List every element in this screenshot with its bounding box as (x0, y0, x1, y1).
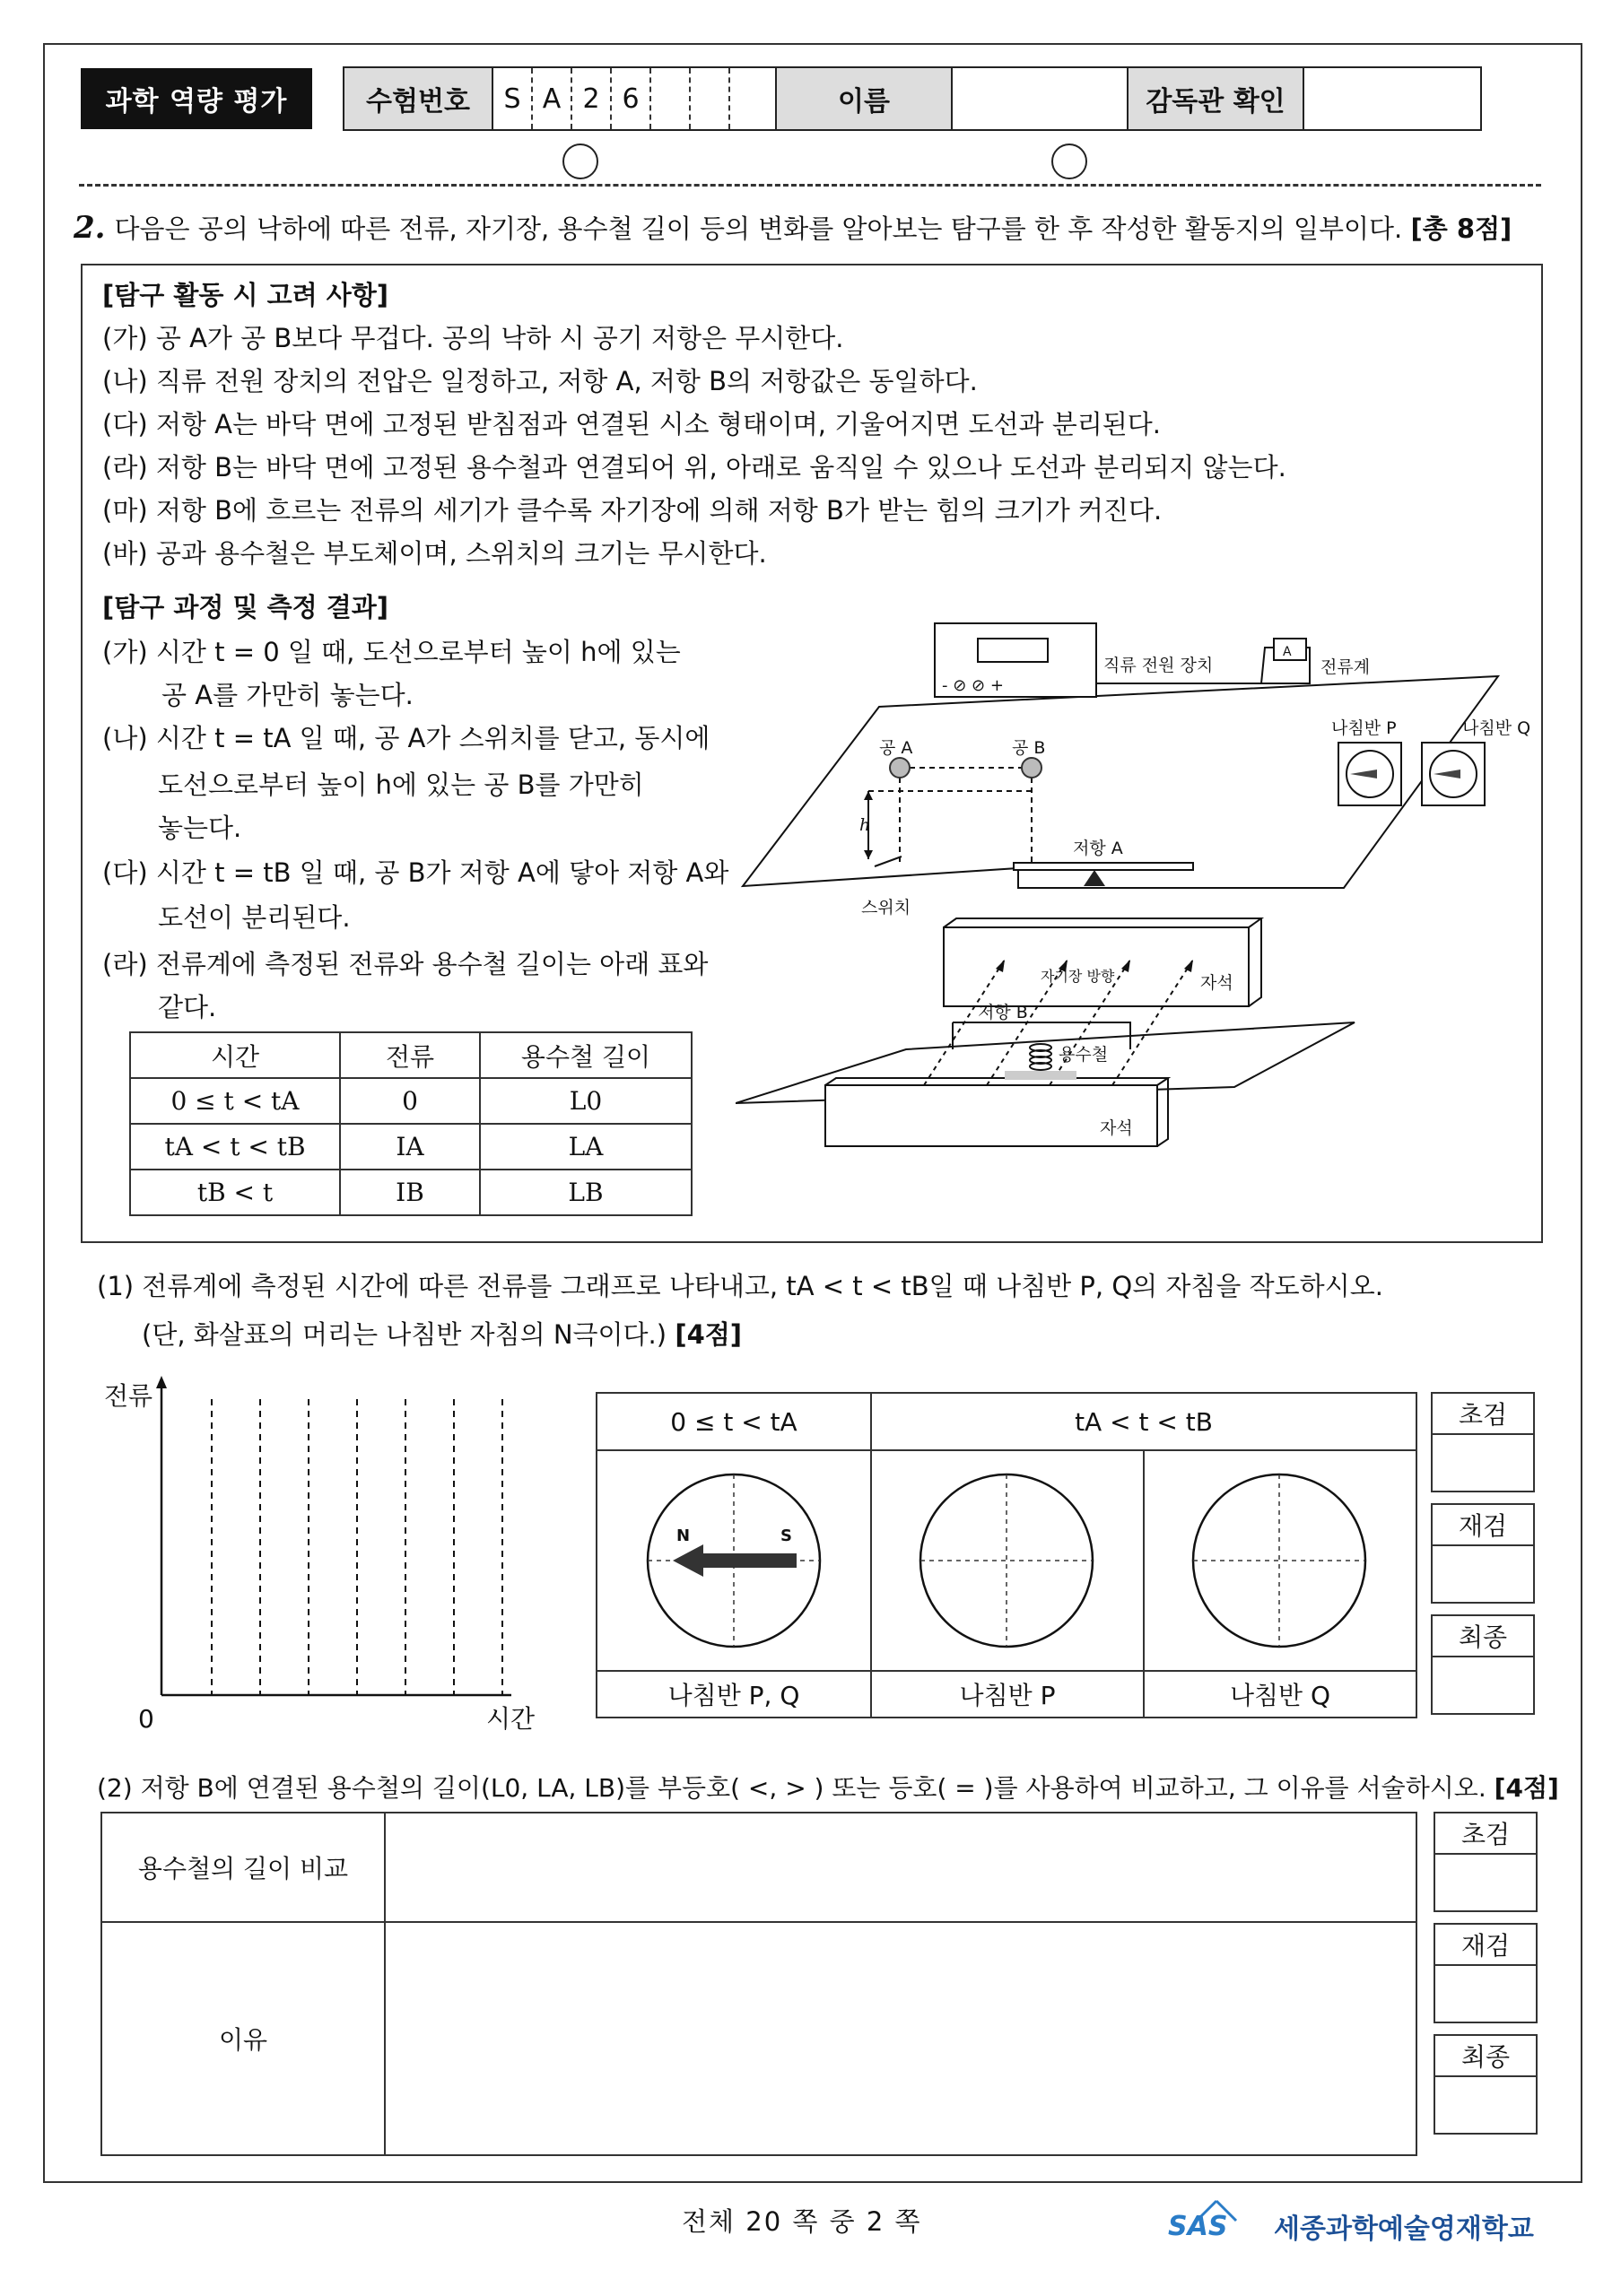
grade-box-3 (1431, 1614, 1535, 1715)
grade-box-2 (1431, 1503, 1535, 1604)
question-text: 다음은 공의 낙하에 따른 전류, 자기장, 용수철 길이 등의 변화를 알아보는 탐구를 한 후 작성한 활동지의 일부이다. (114, 213, 1403, 244)
grade-field[interactable] (1433, 1435, 1533, 1491)
consideration-item: (가) 공 A가 공 B보다 무겁다. 공의 낙하 시 공기 저항은 무시한다. (102, 323, 844, 353)
table-row (130, 1170, 692, 1215)
compass-table (596, 1392, 1417, 1718)
needle-s-label: S (780, 1526, 792, 1545)
procedure-line: 도선이 분리된다. (158, 902, 351, 933)
table-cell: tA < t < tB (130, 1124, 340, 1170)
compass-header-2: tA < t < tB (872, 1394, 1416, 1451)
sub1-line1: (1) 전류계에 측정된 시간에 따른 전류를 그래프로 나타내고, tA < t < tB일 때 나침반 P, Q의 자침을 작도하시오. (97, 1271, 1383, 1301)
magnet-top-label: 자석 (1200, 973, 1233, 993)
grade-field[interactable] (1435, 1855, 1536, 1910)
grade-box-4 (1434, 1812, 1538, 1912)
consideration-item: (바) 공과 용수철은 부도체이며, 스위치의 크기는 무시한다. (102, 538, 767, 569)
exam-title: 과학 역량 평가 (81, 68, 312, 129)
table-row (130, 1124, 692, 1170)
procedure-line: 같다. (158, 992, 217, 1022)
supervisor-field[interactable] (1304, 68, 1480, 129)
grade-label: 재검 (1435, 1925, 1536, 1966)
exam-no-char[interactable] (651, 68, 691, 129)
procedure-heading: [탐구 과정 및 측정 결과] (102, 592, 389, 622)
table-cell: 0 ≤ t < tA (130, 1078, 340, 1124)
result-table (129, 1031, 693, 1216)
procedure-line: (가) 시간 t = 0 일 때, 도선으로부터 높이 h에 있는 (102, 637, 681, 667)
current-graph (99, 1372, 565, 1731)
magnet-bottom-side (1157, 1078, 1168, 1146)
table-header: 시간 (130, 1032, 340, 1078)
procedure-line: 공 A를 가만히 놓는다. (161, 680, 414, 710)
resistor-a (1014, 863, 1193, 870)
exam-no-char[interactable] (691, 68, 730, 129)
answer-compare-field[interactable] (388, 1815, 1412, 1919)
logo-text: SAS (1168, 2211, 1228, 2242)
graph-x-label: 시간 (486, 1704, 536, 1731)
sub1-line2-wrap (142, 1315, 742, 1352)
magnet-top-side (1249, 918, 1261, 1006)
spring-base (1005, 1071, 1076, 1080)
magnet-bottom-label: 자석 (1100, 1118, 1133, 1138)
consideration-item: (다) 저항 A는 바닥 면에 고정된 받침점과 연결된 시소 형태이며, 기울어지면 도선과 분리된다. (102, 409, 1162, 439)
apparatus-diagram (736, 601, 1543, 1157)
grade-label: 최종 (1433, 1616, 1533, 1657)
grade-field[interactable] (1433, 1657, 1533, 1713)
power-supply-label: 직류 전원 장치 (1103, 656, 1214, 675)
table-cell: tB < t (130, 1170, 340, 1215)
spring-label: 용수철 (1059, 1045, 1109, 1065)
magnet-bottom-edge (825, 1078, 1168, 1085)
sub1-line2: (단, 화살표의 머리는 나침반 자침의 N극이다.) (142, 1319, 667, 1350)
page-number: 전체 20 쪽 중 2 쪽 (682, 2206, 922, 2237)
grade-label: 초검 (1435, 1813, 1536, 1855)
answer-table (100, 1812, 1417, 2156)
ball-a-label: 공 A (879, 738, 913, 758)
question-number: 2. (74, 210, 106, 246)
table-header: 전류 (340, 1032, 480, 1078)
consideration-item: (나) 직류 전원 장치의 전압은 일정하고, 저항 A, 저항 B의 저항값은 동일하다. (102, 366, 978, 396)
consideration-item: (마) 저항 B에 흐르는 전류의 세기가 클수록 자기장에 의해 저항 B가 받는 힘의 크기가 커진다. (102, 495, 1163, 526)
table-cell: IA (340, 1124, 480, 1170)
compass-foot-1: 나침반 P, Q (667, 1681, 800, 1710)
magnet-top-edge (944, 918, 1261, 927)
answer-reason-field[interactable] (388, 1925, 1412, 2152)
graph-origin: 0 (138, 1704, 154, 1731)
table-cell: 0 (340, 1078, 480, 1124)
exam-no-char[interactable] (730, 68, 777, 129)
question-title (74, 209, 1512, 246)
switch-blade (875, 857, 902, 866)
magnet-top (944, 927, 1249, 1006)
ball-b (1022, 758, 1041, 778)
compass-foot-divider (597, 1670, 1416, 1672)
power-terminals: - ⊘ ⊘ + (942, 676, 1004, 695)
resistor-a-label: 저항 A (1073, 839, 1123, 858)
exam-no-char: 6 (612, 68, 651, 129)
school-name: 세종과학예술영재학교 (1274, 2213, 1534, 2245)
grade-label: 최종 (1435, 2036, 1536, 2077)
resistor-b-label: 저항 B (978, 1003, 1028, 1022)
arrow-head (864, 850, 873, 859)
compass-foot-2: 나침반 P (959, 1681, 1056, 1710)
graph-y-label: 전류 (104, 1381, 153, 1411)
ammeter-label: 전류계 (1320, 657, 1371, 677)
grade-box-6 (1434, 2034, 1538, 2135)
ammeter-symbol: A (1283, 645, 1292, 659)
sub2-line: (2) 저항 B에 연결된 용수철의 길이(L0, LA, LB)를 부등호( <, > ) 또는 등호( = )를 사용하여 비교하고, 그 이유를 서술하시오. (97, 1773, 1486, 1803)
grade-label: 재검 (1433, 1505, 1533, 1546)
table-cell: LA (480, 1124, 692, 1170)
header-table (343, 66, 1482, 131)
table-row (130, 1078, 692, 1124)
name-label: 이름 (777, 68, 953, 129)
switch-label: 스위치 (861, 898, 911, 918)
cut-line (79, 184, 1541, 187)
height-label: h (859, 815, 871, 835)
considerations-heading: [탐구 활동 시 고려 사항] (102, 280, 389, 310)
table-cell: IB (340, 1170, 480, 1215)
grade-field[interactable] (1435, 1966, 1536, 2022)
procedure-line: (나) 시간 t = tA 일 때, 공 A가 스위치를 닫고, 동시에 (102, 723, 710, 753)
grade-box-1 (1431, 1392, 1535, 1492)
binding-hole (1051, 144, 1087, 179)
compass-p-label: 나침반 P (1331, 718, 1397, 738)
exam-no-char: A (533, 68, 572, 129)
question-points: [총 8점] (1410, 213, 1512, 244)
answer-row1-label: 용수철의 길이 비교 (137, 1854, 349, 1883)
table-header-row (130, 1032, 692, 1078)
consideration-item: (라) 저항 B는 바닥 면에 고정된 용수철과 연결되어 위, 아래로 움직일 수 있으나 도선과 분리되지 않는다. (102, 452, 1286, 483)
sub2-points: [4점] (1494, 1773, 1559, 1803)
grade-label: 초검 (1433, 1394, 1533, 1435)
procedure-line: 놓는다. (158, 813, 242, 843)
table-header: 용수철 길이 (480, 1032, 692, 1078)
grade-field[interactable] (1433, 1546, 1533, 1602)
field-direction-label: 자기장 방향 (1041, 968, 1115, 985)
compass-drawings (597, 1451, 1416, 1670)
exam-no-label: 수험번호 (344, 68, 493, 129)
table-cell: L0 (480, 1078, 692, 1124)
procedure-line: 도선으로부터 높이 h에 있는 공 B를 가만히 (158, 770, 644, 800)
compass-q-label: 나침반 Q (1462, 718, 1531, 738)
table-cell: LB (480, 1170, 692, 1215)
grade-field[interactable] (1435, 2077, 1536, 2133)
compass-header-1: 0 ≤ t < tA (597, 1394, 872, 1451)
arrow-head (864, 791, 873, 800)
sub2-line-wrap (97, 1769, 1559, 1805)
exam-no-char: S (493, 68, 533, 129)
compass-foot-3: 나침반 Q (1229, 1681, 1331, 1710)
binding-hole (562, 144, 598, 179)
ball-a (890, 758, 910, 778)
needle-arrow (673, 1544, 797, 1577)
answer-divider (384, 1813, 386, 2154)
procedure-line: (다) 시간 t = tB 일 때, 공 B가 저항 A에 닿아 저항 A와 (102, 857, 729, 888)
answer-row2-label: 이유 (218, 2025, 268, 2055)
school-logo-icon (1163, 2190, 1270, 2244)
grade-box-5 (1434, 1923, 1538, 2023)
exam-no-char: 2 (572, 68, 612, 129)
procedure-line: (라) 전류계에 측정된 전류와 용수철 길이는 아래 표와 (102, 949, 709, 979)
supervisor-label: 감독관 확인 (1129, 68, 1304, 129)
name-field[interactable] (953, 68, 1129, 129)
ball-b-label: 공 B (1012, 738, 1046, 758)
y-axis-arrow (156, 1376, 167, 1388)
needle-n-label: N (676, 1526, 691, 1545)
fulcrum (1084, 870, 1105, 886)
spring (1030, 1044, 1051, 1070)
sub1-points: [4점] (675, 1319, 743, 1350)
